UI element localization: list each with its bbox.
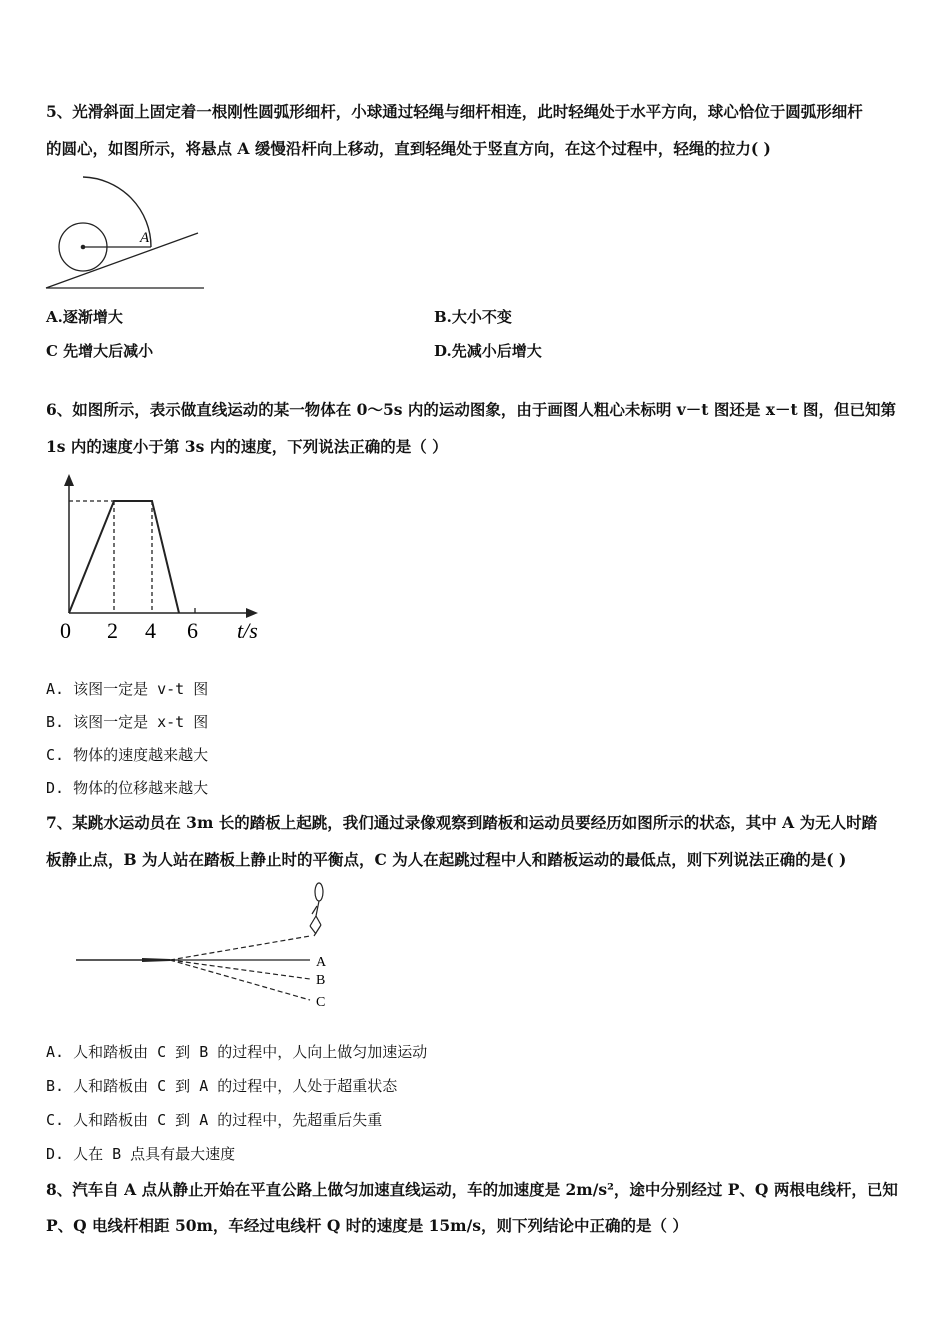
q5-option-c: C 先增大后减小 [46,342,154,360]
q5-option-a: A.逐渐增大 [46,308,123,326]
q6-option-b: B. 该图一定是 x-t 图 [46,713,209,731]
q7-label-c: C [316,995,326,1010]
q7-diver-figure [310,883,323,936]
q6-option-d: D. 物体的位移越来越大 [46,779,209,797]
q7-option-c: C. 人和踏板由 C 到 A 的过程中，先超重后失重 [46,1111,383,1129]
q8-line2: P、Q 电线杆相距 50m，车经过电线杆 Q 时的速度是 15m/s，则下列结论中正确的是（ ） [46,1216,688,1235]
q7-board-up [170,936,310,960]
q7-label-a: A [316,955,327,970]
q7-option-b: B. 人和踏板由 C 到 A 的过程中，人处于超重状态 [46,1077,398,1095]
q7-board-b [170,960,310,979]
q8-line1: 8、汽车自 A 点从静止开始在平直公路上做匀加速直线运动，车的加速度是 2m/s²，途中分别经过 P、Q 两根电线杆，已知 [46,1180,898,1199]
q5-option-b: B.大小不变 [434,308,512,326]
q5-line2: 的圆心，如图所示，将悬点 A 缓慢沿杆向上移动，直到轻绳处于竖直方向，在这个过程中，轻绳的拉力( ) [46,139,771,158]
q6-tick-label-0: 0 [60,618,71,643]
q6-tick-label-6: 6 [187,618,198,643]
q5-line1: 5、光滑斜面上固定着一根刚性圆弧形细杆，小球通过轻绳与细杆相连，此时轻绳处于水平方向，球心恰位于圆弧形细杆 [46,102,863,121]
q6-x-arrow-icon [246,608,258,618]
q5-label-a: A [140,230,150,246]
q7-line1: 7、某跳水运动员在 3m 长的踏板上起跳，我们通过录像观察到踏板和运动员要经历如图所示的状态，其中 A 为无人时踏 [46,813,878,832]
q7-option-a: A. 人和踏板由 C 到 B 的过程中，人向上做匀加速运动 [46,1043,428,1061]
q6-option-a: A. 该图一定是 v-t 图 [46,680,209,698]
q5-option-d: D.先减小后增大 [434,342,542,360]
q6-graph-line [69,501,179,613]
q7-label-b: B [316,973,326,988]
q7-option-d: D. 人在 B 点具有最大速度 [46,1145,236,1163]
q6-figure [46,470,276,650]
q6-y-arrow-icon [64,474,74,486]
q6-tick-label-2: 2 [107,618,118,643]
q7-pivot [142,958,170,962]
q7-figure [70,876,340,1016]
q7-board-c [170,960,310,1000]
q7-line2: 板静止点，B 为人站在踏板上静止时的平衡点，C 为人在起跳过程中人和踏板运动的最低点，则下列说法正确的是( ) [46,850,847,869]
q6-axis-label: t/s [237,618,258,643]
q5-incline-line [46,233,198,288]
q5-figure [40,170,210,292]
q6-line2: 1s 内的速度小于第 3s 内的速度，下列说法正确的是（ ） [46,437,448,456]
q6-option-c: C. 物体的速度越来越大 [46,746,209,764]
q6-line1: 6、如图所示，表示做直线运动的某一物体在 0～5s 内的运动图象，由于画图人粗心未标明 v－t 图还是 x－t 图，但已知第 [46,400,897,419]
q6-tick-label-4: 4 [145,618,156,643]
